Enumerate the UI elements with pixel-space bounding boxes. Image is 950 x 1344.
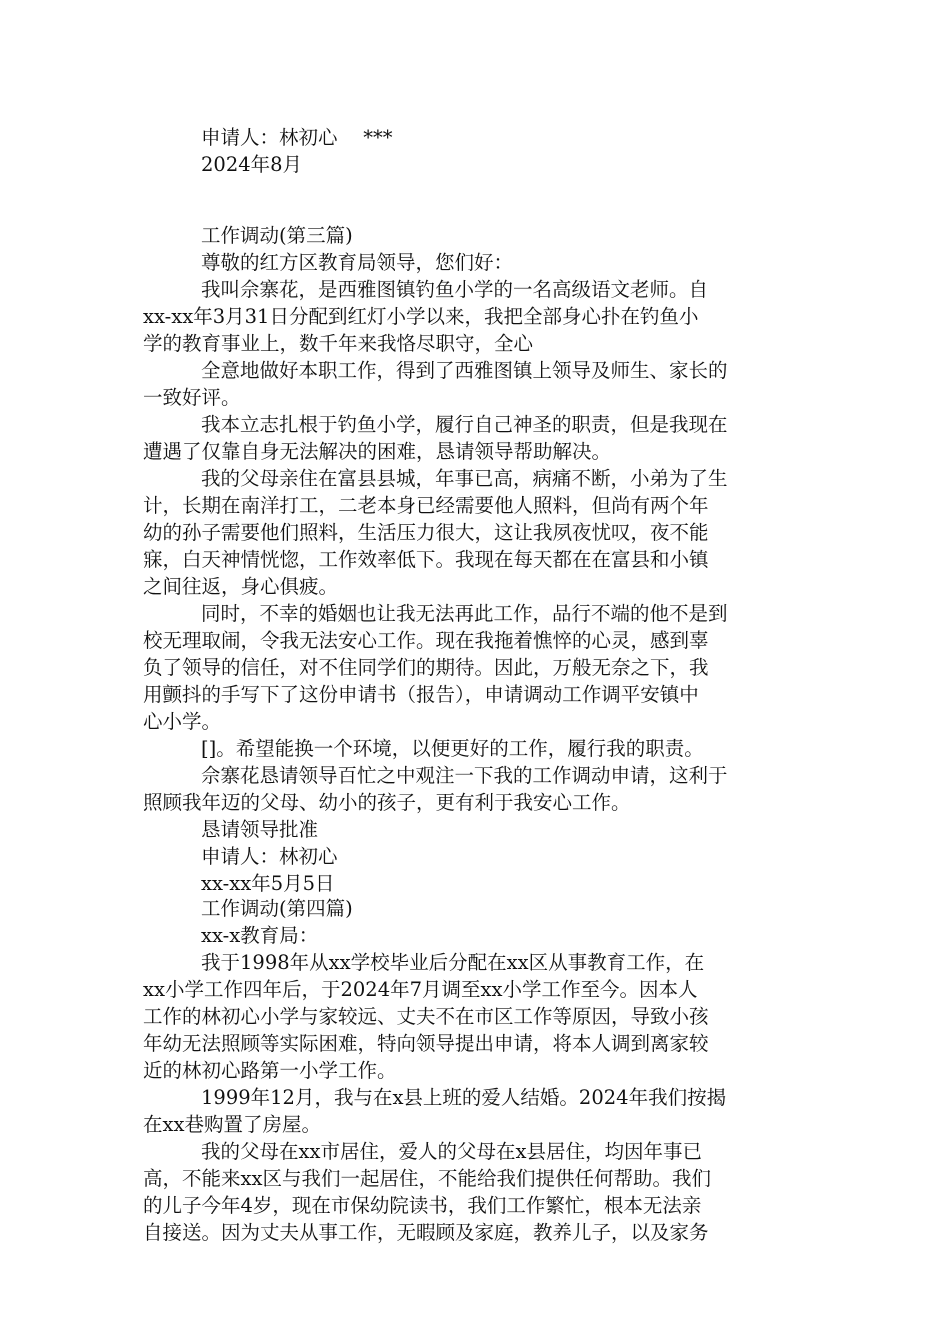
date-line: 2024年8月 <box>201 153 303 176</box>
paragraph-line: 心小学。 <box>143 710 222 733</box>
previous-signature-block <box>143 124 807 178</box>
paragraph-line: 之间往返，身心俱疲。 <box>143 575 339 598</box>
paragraph-line: 佘寨花恳请领导百忙之中观注一下我的工作调动申请，这利于 <box>201 764 728 787</box>
section-three <box>143 222 807 897</box>
paragraph-line: 校无理取闹，令我无法安心工作。现在我拖着憔悴的心灵，感到辜 <box>143 629 709 652</box>
paragraph-line: 的儿子今年4岁，现在市保幼院读书，我们工作繁忙，根本无法亲 <box>143 1194 702 1217</box>
closing-line: 恳请领导批准 <box>201 818 319 841</box>
paragraph-line: 负了领导的信任，对不住同学们的期待。因此，万般无奈之下，我 <box>143 656 709 679</box>
salutation: xx-x教育局： <box>201 924 319 947</box>
paragraph-line: 我叫佘寨花，是西雅图镇钓鱼小学的一名高级语文老师。自 <box>201 278 709 301</box>
salutation: 尊敬的红方区教育局领导，您们好： <box>201 251 514 274</box>
paragraph-line: 同时，不幸的婚姻也让我无法再此工作，品行不端的他不是到 <box>201 602 728 625</box>
paragraph-line: 一致好评。 <box>143 386 241 409</box>
paragraph-line: []。希望能换一个环境，以便更好的工作，履行我的职责。 <box>201 737 704 760</box>
paragraph-line: 我的父母在xx市居住，爱人的父母在x县居住，均因年事已 <box>201 1140 702 1163</box>
applicant-line: 申请人：林初心 <box>201 845 338 868</box>
paragraph-line: 近的林初心路第一小学工作。 <box>143 1059 397 1082</box>
paragraph-line: 计，长期在南洋打工，二老本身已经需要他人照料，但尚有两个年 <box>143 494 709 517</box>
section-title: 工作调动(第三篇) <box>201 224 353 247</box>
paragraph-line: 自接送。因为丈夫从事工作，无暇顾及家庭，教养儿子，以及家务 <box>143 1221 709 1244</box>
section-title: 工作调动(第四篇) <box>201 897 353 920</box>
paragraph-line: xx小学工作四年后，于2024年7月调至xx小学工作至今。因本人 <box>143 978 698 1001</box>
paragraph-line: 我本立志扎根于钓鱼小学，履行自己神圣的职责，但是我现在 <box>201 413 728 436</box>
paragraph-line: 1999年12月，我与在x县上班的爱人结婚。2024年我们按揭 <box>201 1086 727 1109</box>
paragraph-line: 全意地做好本职工作，得到了西雅图镇上领导及师生、家长的 <box>201 359 728 382</box>
paragraph-line: 我于1998年从xx学校毕业后分配在xx区从事教育工作，在 <box>201 951 705 974</box>
paragraph-line: 遭遇了仅靠自身无法解决的困难，恳请领导帮助解决。 <box>143 440 612 463</box>
paragraph-line: 我的父母亲住在富县县城，年事已高，病痛不断，小弟为了生 <box>201 467 728 490</box>
paragraph-line: xx-xx年3月31日分配到红灯小学以来，我把全部身心扑在钓鱼小 <box>143 305 699 328</box>
paragraph-line: 高，不能来xx区与我们一起居住，不能给我们提供任何帮助。我们 <box>143 1167 711 1190</box>
paragraph-line: 在xx巷购置了房屋。 <box>143 1113 321 1136</box>
paragraph-line: 学的教育事业上，数千年来我恪尽职守，全心 <box>143 332 534 355</box>
paragraph-line: 照顾我年迈的父母、幼小的孩子，更有利于我安心工作。 <box>143 791 631 814</box>
applicant-line: 申请人：林初心 *** <box>201 126 393 149</box>
paragraph-line: 工作的林初心小学与家较远、丈夫不在市区工作等原因，导致小孩 <box>143 1005 709 1028</box>
section-four <box>143 895 807 1246</box>
paragraph-line: 年幼无法照顾等实际困难，特向领导提出申请，将本人调到离家较 <box>143 1032 709 1055</box>
paragraph-line: 幼的孙子需要他们照料，生活压力很大，这让我夙夜忧叹，夜不能 <box>143 521 709 544</box>
paragraph-line: 用颤抖的手写下了这份申请书（报告），申请调动工作调平安镇中 <box>143 683 699 706</box>
date-line: xx-xx年5月5日 <box>201 872 335 895</box>
paragraph-line: 寐，白天神情恍惚，工作效率低下。我现在每天都在在富县和小镇 <box>143 548 709 571</box>
